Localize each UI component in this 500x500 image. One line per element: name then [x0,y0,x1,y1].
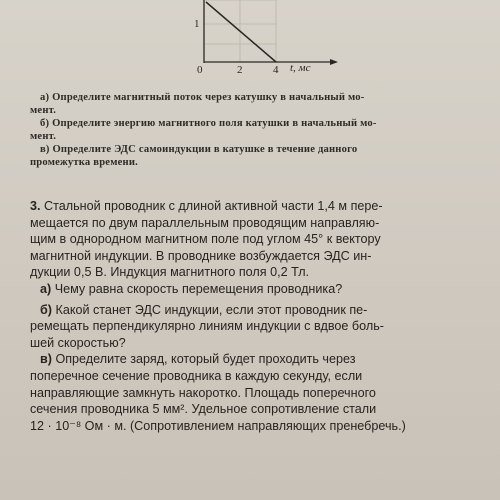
x-tick-0: 0 [197,64,203,76]
task2-a: а) Определите магнитный поток через катушку в начальный мо- [40,92,365,103]
task2-a-cont: мент. [30,105,57,116]
x-tick-2: 2 [237,64,243,76]
x-axis-arrow [330,59,338,65]
x-axis-unit: t, мс [290,62,311,74]
task2-c: в) Определите ЭДС самоиндукции в катушке в течение данного [40,144,358,155]
task3-text-3: магнитной индукции. В проводнике возбуждается ЭДС ин- [30,248,372,263]
x-tick-4: 4 [273,64,279,76]
task3-c-label: в) [40,352,52,367]
task3-text-0: Стальной проводник с длиной активной части 1,4 м пере- [44,199,383,213]
task3-c-text-1: поперечное сечение проводника в каждую секунду, если [30,368,363,383]
task2-c-cont: промежутка времени. [30,157,138,168]
task3-a-label: а) [40,281,52,296]
graph-fragment [0,0,500,80]
task3-b-text-2: шей скоростью? [30,335,126,350]
task3 [30,198,488,434]
task2-questions [30,91,486,169]
task3-number: 3. [30,199,41,213]
task3-b-label: б) [40,302,52,317]
task3-b-text-1: ремещать перпендикулярно линиям индукции с вдвое боль- [30,319,384,334]
task3-b-text-0: Какой станет ЭДС индукции, если этот проводник пе- [55,302,368,317]
task2-b-cont: мент. [30,131,57,142]
task3-c-text-0: Определите заряд, который будет проходить через [55,352,356,367]
task3-c-text-3: сечения проводника 5 мм². Удельное сопротивление стали [30,402,377,417]
task3-line-0 [30,198,488,215]
task3-text-2: щим в однородном магнитном поле под углом 45° к вектору [30,232,381,247]
y-tick-1: 1 [194,18,200,30]
task2-b: б) Определите энергию магнитного поля катушки в начальный мо- [40,118,377,129]
task3-c-text-2: направляющие замкнуть накоротко. Площадь поперечного [30,385,376,400]
current-line [206,2,276,62]
task3-question-b [30,302,488,319]
task3-text-1: мещается по двум параллельным проводящим направляю- [30,215,380,230]
task3-a-text: Чему равна скорость перемещения проводника? [54,281,343,296]
task3-question-a [30,281,488,298]
task3-question-c [30,351,488,368]
graph-svg [0,0,500,80]
task3-c-text-4: 12 · 10⁻⁸ Ом · м. (Сопротивлением направляющих пренебречь.) [30,418,406,433]
task3-text-4: дукции 0,5 В. Индукция магнитного поля 0,2 Тл. [30,265,310,280]
